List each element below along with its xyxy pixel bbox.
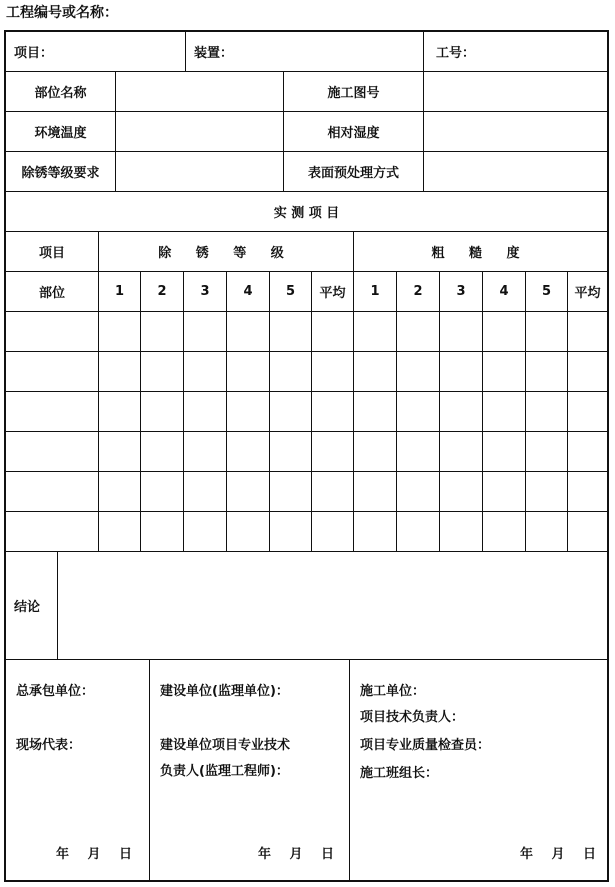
table-cell[interactable] [6,352,99,391]
rust-col-1: 1 [99,272,141,311]
group-header-row [6,232,607,272]
measured-title: 实 测 项 目 [273,206,340,221]
sub-header-row [6,272,607,312]
table-cell[interactable] [270,392,312,431]
table-cell[interactable] [483,512,526,551]
table-cell[interactable] [312,392,354,431]
part-name-value[interactable] [116,72,284,111]
table-cell[interactable] [184,472,227,511]
rust-grade-header [99,232,354,271]
conclusion-label: 结论 [6,552,58,659]
table-cell[interactable] [397,472,440,511]
table-cell[interactable] [568,472,607,511]
surface-method-label: 表面预处理方式 [284,152,424,191]
table-cell[interactable] [270,352,312,391]
rough-col-3: 3 [440,272,483,311]
table-cell[interactable] [6,512,99,551]
signature-general-contractor [6,660,150,880]
rough-col-1: 1 [354,272,397,311]
project-field[interactable] [6,32,186,71]
table-cell[interactable] [526,512,568,551]
rust-col-5: 5 [270,272,312,311]
drawing-no-label: 施工图号 [284,72,424,111]
table-cell[interactable] [568,392,607,431]
rust-col-3: 3 [184,272,227,311]
table-cell[interactable] [568,512,607,551]
table-cell[interactable] [141,352,184,391]
table-cell[interactable] [227,352,270,391]
table-cell[interactable] [397,512,440,551]
table-cell[interactable] [312,312,354,351]
date-label-3: 年 月 日 [520,847,597,862]
table-cell[interactable] [227,312,270,351]
table-cell[interactable] [99,512,141,551]
table-cell[interactable] [483,472,526,511]
rust-grade-header-text: 除 锈 等 级 [158,246,294,261]
table-cell[interactable] [483,432,526,471]
signature-contractor [350,660,607,880]
table-cell[interactable] [483,392,526,431]
table-cell[interactable] [397,392,440,431]
table-cell[interactable] [440,352,483,391]
table-cell[interactable] [312,432,354,471]
table-cell[interactable] [141,512,184,551]
roughness-header-text: 粗 糙 度 [431,246,530,261]
owner-tech-label-1: 建设单位项目专业技术 [160,738,291,753]
table-cell[interactable] [99,312,141,351]
table-cell[interactable] [526,432,568,471]
table-cell[interactable] [141,392,184,431]
general-contractor-label: 总承包单位： [16,684,95,699]
device-field[interactable] [186,32,424,71]
table-cell[interactable] [568,352,607,391]
project-label: 项目： [14,46,54,61]
rust-col-4: 4 [227,272,270,311]
table-cell[interactable] [440,392,483,431]
table-cell[interactable] [526,312,568,351]
table-cell[interactable] [270,432,312,471]
table-cell[interactable] [312,512,354,551]
signature-row [6,660,607,880]
humidity-value[interactable] [424,112,607,151]
table-cell[interactable] [6,432,99,471]
table-cell[interactable] [227,392,270,431]
table-cell[interactable] [270,472,312,511]
table-cell[interactable] [354,472,397,511]
info-row-rust [6,152,607,192]
table-cell[interactable] [440,512,483,551]
table-cell[interactable] [354,312,397,351]
info-row-env [6,112,607,152]
ambient-temp-value[interactable] [116,112,284,151]
table-cell[interactable] [483,352,526,391]
table-cell[interactable] [440,432,483,471]
measured-title-row [6,192,607,232]
rust-grade-req-label: 除锈等级要求 [6,152,116,191]
table-row [6,352,607,392]
table-cell[interactable] [184,312,227,351]
table-cell[interactable] [184,512,227,551]
table-cell[interactable] [141,432,184,471]
inspection-form [4,30,609,882]
table-cell[interactable] [440,312,483,351]
table-cell[interactable] [99,392,141,431]
table-cell[interactable] [184,432,227,471]
table-cell[interactable] [354,432,397,471]
table-cell[interactable] [440,472,483,511]
table-cell[interactable] [568,312,607,351]
ambient-temp-label: 环境温度 [6,112,116,151]
table-cell[interactable] [354,512,397,551]
table-cell[interactable] [227,472,270,511]
work-no-field[interactable] [424,32,607,71]
rust-col-avg: 平均 [312,272,354,311]
rust-col-2: 2 [141,272,184,311]
owner-tech-label-2: 负责人(监理工程师)： [160,764,289,779]
table-row [6,312,607,352]
owner-unit-label: 建设单位(监理单位)： [160,684,289,699]
info-row-part [6,72,607,112]
device-label: 装置： [194,46,234,61]
table-cell[interactable] [141,472,184,511]
table-row [6,472,607,512]
conclusion-value[interactable] [58,552,607,659]
table-row [6,432,607,472]
table-cell[interactable] [354,392,397,431]
table-cell[interactable] [483,312,526,351]
drawing-no-value[interactable] [424,72,607,111]
table-cell[interactable] [270,312,312,351]
signature-owner [150,660,350,880]
table-cell[interactable] [312,352,354,391]
table-cell[interactable] [184,352,227,391]
table-cell[interactable] [526,472,568,511]
item-label: 项目 [6,232,99,271]
rough-col-avg: 平均 [574,286,601,301]
tech-lead-label: 项目技术负责人： [360,710,465,725]
rough-col-5: 5 [526,272,568,311]
table-cell[interactable] [99,352,141,391]
table-row [6,512,607,552]
contractor-unit-label: 施工单位： [360,684,426,699]
table-cell[interactable] [6,472,99,511]
table-cell[interactable] [141,312,184,351]
table-cell[interactable] [526,352,568,391]
rust-grade-req-value[interactable] [116,152,284,191]
table-cell[interactable] [397,312,440,351]
table-cell[interactable] [99,432,141,471]
table-cell[interactable] [397,432,440,471]
table-cell[interactable] [270,512,312,551]
table-cell[interactable] [6,312,99,351]
date-label-1: 年 月 日 [56,847,133,862]
header-row [6,32,607,72]
humidity-label: 相对湿度 [284,112,424,151]
table-row [6,392,607,432]
part-name-label: 部位名称 [6,72,116,111]
part-label: 部位 [6,272,99,311]
table-cell[interactable] [227,512,270,551]
table-cell[interactable] [6,392,99,431]
table-cell[interactable] [184,392,227,431]
table-cell[interactable] [526,392,568,431]
date-label-2: 年 月 日 [258,847,335,862]
qc-inspector-label: 项目专业质量检查员： [360,738,491,753]
table-cell[interactable] [99,472,141,511]
table-cell[interactable] [397,352,440,391]
conclusion-row [6,552,607,660]
table-cell[interactable] [354,352,397,391]
rough-col-4: 4 [483,272,526,311]
table-cell[interactable] [568,432,607,471]
table-cell[interactable] [227,432,270,471]
team-leader-label: 施工班组长： [360,766,439,781]
surface-method-value[interactable] [424,152,607,191]
work-no-label: 工号： [436,46,476,61]
table-cell[interactable] [312,472,354,511]
form-title: 工程编号或名称： [6,5,118,21]
site-rep-label: 现场代表： [16,738,82,753]
rough-col-2: 2 [397,272,440,311]
roughness-header [354,232,607,271]
